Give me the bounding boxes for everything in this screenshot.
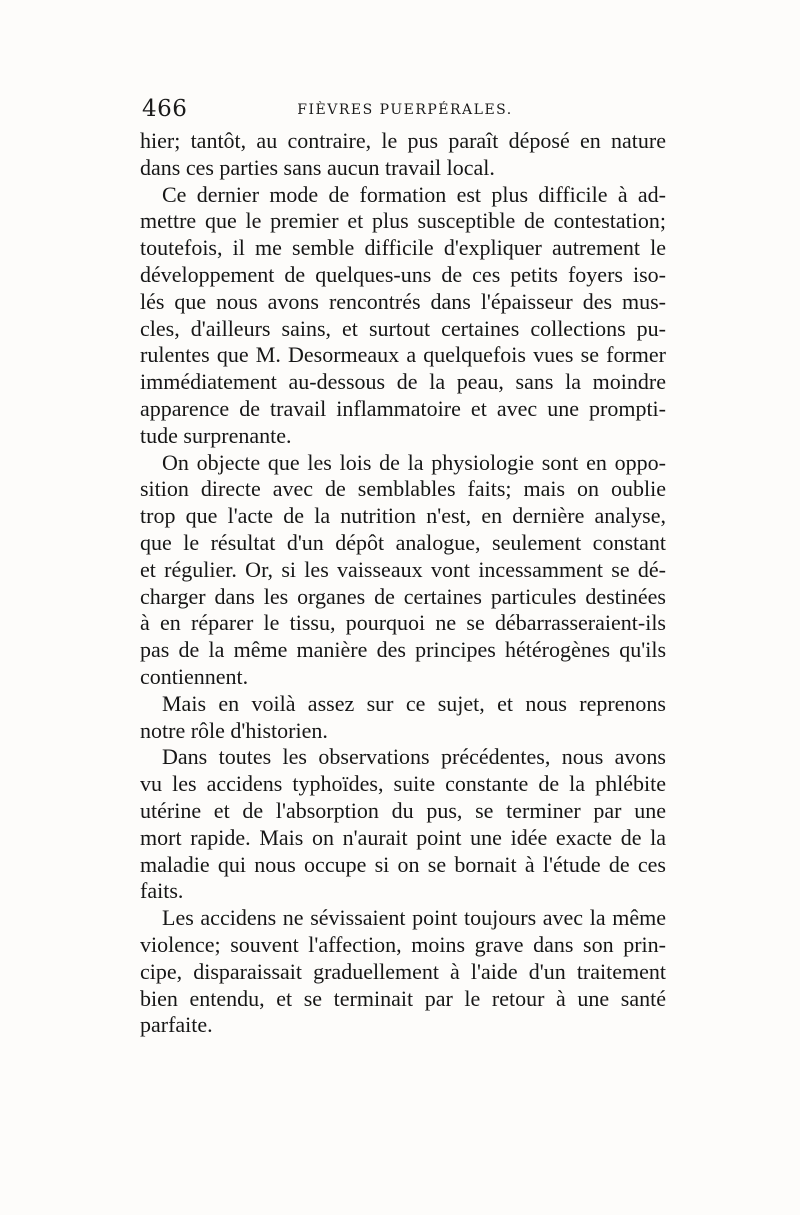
page-header xyxy=(140,96,670,126)
text-line: On objecte que les lois de la physiologie sont en oppo- xyxy=(162,449,666,475)
text-line: parfaite. xyxy=(140,1012,213,1038)
paragraph xyxy=(140,905,666,1039)
text-line: bien entendu, et se terminait par le retour à une santé xyxy=(140,985,666,1011)
text-line: et régulier. Or, si les vaisseaux vont incessamment se dé- xyxy=(140,556,666,582)
text-line: que le résultat d'un dépôt analogue, seulement constant xyxy=(140,529,666,555)
paragraph xyxy=(140,691,666,745)
text-line: trop que l'acte de la nutrition n'est, en dernière analyse, xyxy=(140,503,666,529)
text-line: notre rôle d'historien. xyxy=(140,717,328,743)
text-line: charger dans les organes de certaines particules destinées xyxy=(140,583,666,609)
text-line: cipe, disparaissait graduellement à l'aide d'un traitement xyxy=(140,958,666,984)
text-line: lés que nous avons rencontrés dans l'épaisseur des mus- xyxy=(140,288,666,314)
text-line: maladie qui nous occupe si on se bornait à l'étude de ces xyxy=(140,851,666,877)
text-line: vu les accidens typhoïdes, suite constante de la phlébite xyxy=(140,771,666,797)
text-line: Les accidens ne sévissaient point toujours avec la même xyxy=(162,905,666,931)
paragraph xyxy=(140,450,666,691)
text-line: faits. xyxy=(140,878,184,904)
text-line: sition directe avec de semblables faits; mais on oublie xyxy=(140,476,666,502)
text-line: mort rapide. Mais on n'aurait point une idée exacte de la xyxy=(140,824,666,850)
text-line: contiennent. xyxy=(140,663,249,689)
text-line: tude surprenante. xyxy=(140,422,292,448)
text-line: apparence de travail inflammatoire et avec une prompti- xyxy=(140,395,666,421)
paragraph xyxy=(140,744,666,905)
text-line: Mais en voilà assez sur ce sujet, et nous reprenons xyxy=(162,690,666,716)
paragraph xyxy=(140,182,666,450)
text-line: à en réparer le tissu, pourquoi ne se débarrasseraient-ils xyxy=(140,610,666,636)
text-line: violence; souvent l'affection, moins grave dans son prin- xyxy=(140,931,666,957)
paragraph xyxy=(140,128,666,182)
text-line: mettre que le premier et plus susceptible de contestation; xyxy=(140,208,666,234)
text-line: toutefois, il me semble difficile d'expliquer autrement le xyxy=(140,235,666,261)
text-line: Ce dernier mode de formation est plus difficile à ad- xyxy=(162,181,666,207)
text-line: utérine et de l'absorption du pus, se terminer par une xyxy=(140,797,666,823)
text-line: développement de quelques-uns de ces petits foyers iso- xyxy=(140,261,666,287)
page-number: 466 xyxy=(142,96,188,122)
text-line: pas de la même manière des principes hétérogènes qu'ils xyxy=(140,637,666,663)
text-line: immédiatement au-dessous de la peau, sans la moindre xyxy=(140,369,666,395)
text-line: hier; tantôt, au contraire, le pus paraît déposé en nature xyxy=(140,128,666,153)
running-title: FIÈVRES PUERPÉRALES. xyxy=(297,102,513,118)
body-text xyxy=(140,128,666,1039)
text-line: cles, d'ailleurs sains, et surtout certaines collections pu- xyxy=(140,315,666,341)
text-line: Dans toutes les observations précédentes, nous avons xyxy=(162,744,666,770)
text-line: rulentes que M. Desormeaux a quelquefois vues se former xyxy=(140,342,666,368)
text-line: dans ces parties sans aucun travail local. xyxy=(140,154,495,180)
